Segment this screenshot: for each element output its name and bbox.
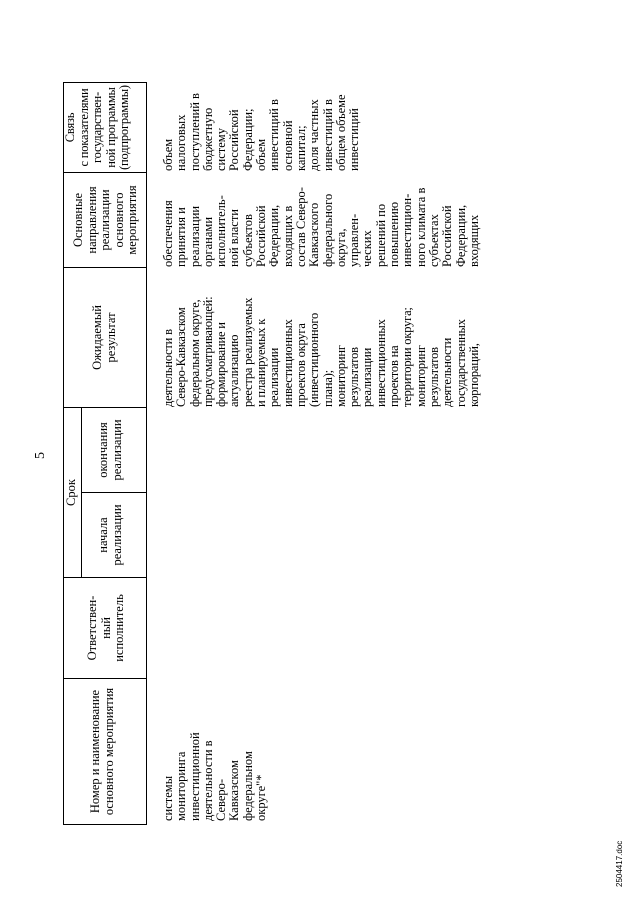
table-top-border xyxy=(63,83,64,825)
col-divider-1 xyxy=(63,678,147,679)
header-end: окончания реализации xyxy=(96,419,124,481)
cell-link-indicators: объем налоговых поступлений в бюджетную систему Российской Федерации; объем инвестиций в основной капитал; доля частных инвестиций в общем объеме инвестиций xyxy=(161,93,362,171)
cell-event-name: системы мониторинга инвестиционной деятельности в Северо- Кавказском федеральном округе"* xyxy=(161,732,269,821)
header-expected-result: Ожидаемый результат xyxy=(90,305,118,370)
header-link-indicators: Связь с показателями государствен- ной программы (подпрограммы) xyxy=(63,85,131,170)
header-main-directions: Основные направления реализации основного мероприятия xyxy=(71,185,139,255)
document-id: 2504417.doc xyxy=(615,840,624,887)
table-left-border xyxy=(63,824,147,825)
header-bottom-border xyxy=(146,83,147,825)
header-number-name: Номер и наименование основного мероприятия xyxy=(88,687,116,816)
header-start: начала реализации xyxy=(96,504,124,566)
cell-main-directions: обеспечения принятия и реализации органами исполнитель- ной власти субъектов Российской Федерации, входящих в состав Северо- Кавказского федерального округа, управлен- ческих решений по повышению инвестицион- ного климата в субъектах Российской Федерации, входящих xyxy=(161,187,481,267)
page-number: 5 xyxy=(33,452,48,459)
col-divider-2 xyxy=(63,577,147,578)
header-responsible: Ответствен- ный исполнитель xyxy=(85,594,126,662)
cell-expected-result: деятельности в Северо-Кавказском федеральном округе, предусматривающей: формирование и актуализацию реестра реализуемых и планируемых к реализации инвестиционных проектов округа (инвестиционного плана); мониторинг результатов реализации инвестиционных проектов на территории округа; мониторинг результатов деятельности государственных корпораций, xyxy=(161,296,481,407)
header-term: Срок xyxy=(64,479,78,506)
